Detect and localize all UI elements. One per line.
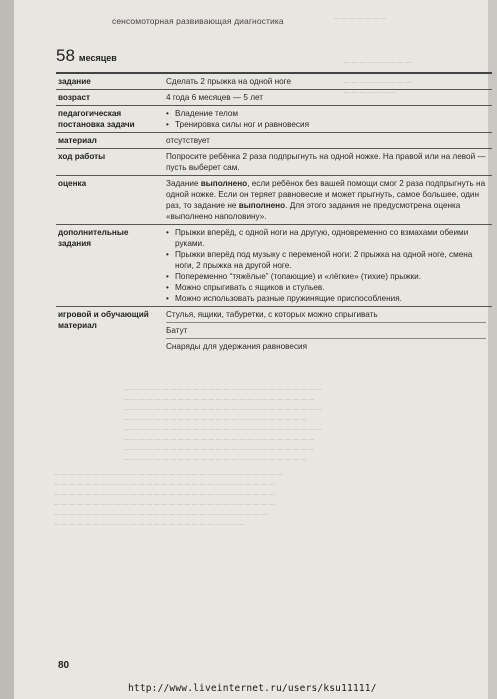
page-title: [56, 46, 117, 66]
row-value: Попросите ребёнка 2 раза подпрыгнуть на одной ножке. На правой или на левой — пусть выберет сам.: [166, 152, 486, 172]
running-header: сенсомоторная развивающая диагностика: [112, 16, 284, 26]
title-unit: месяцев: [78, 53, 117, 63]
row-task: [56, 72, 492, 89]
title-number: 58: [56, 46, 75, 65]
list-item: • Владение телом: [166, 109, 239, 118]
row-play-material: [56, 306, 492, 354]
row-label: игровой и обучающий материал: [58, 310, 149, 330]
row-assessment: [56, 175, 492, 224]
row-value: отсутствует: [166, 136, 210, 145]
page-gutter: [0, 0, 14, 699]
bold-term: выполнено: [200, 179, 248, 188]
row-value: Сделать 2 прыжка на одной ноге: [166, 77, 292, 86]
bullet-icon: •: [166, 228, 169, 237]
bold-term: выполнено: [238, 201, 286, 210]
bullet-icon: •: [166, 272, 169, 281]
list-item: • Прыжки вперёд под музыку с переменой ноги: 2 прыжка на одной ноге, смена ноги, 2 прыжка на другой ноге.: [166, 250, 473, 270]
list-item: • Можно спрыгивать с ящиков и стульев.: [166, 283, 325, 292]
bleed-through-text: — — — — — — —: [334, 16, 387, 22]
bullet-icon: •: [166, 120, 169, 129]
bleed-through-text: — — — — — — — — — — — — — — — — — — — — — — — — — — — — — — — — — — — — — — — — — — — — — — — — — — — — — — — — — — — — — — — — — — — — — — — — — — — — — — — — — — — — — — — — — — — — — — — — — — — — — — — — — — — — — — — — — — — — — — — — — — — — — — — — — — — — — — — — — — — — — — — — — — — — — — — — — — — — — — — — — — — — — — — — — — — — — — — — — — — — — — — — — — — — — — — — — — — — — — — — —: [124, 387, 322, 463]
row-value: [160, 225, 492, 306]
source-url: http://www.liveinternet.ru/users/ksu11111/: [128, 683, 377, 694]
bleed-through-text: — — — — — — — — — — — — — — — — — — — — — — — — — — — — — — — —: [344, 60, 412, 96]
page-number: 80: [58, 660, 70, 671]
row-value: [160, 106, 492, 132]
row-label: дополнительные задания: [58, 228, 129, 248]
row-label: педагогическая постановка задачи: [58, 109, 135, 129]
row-label: оценка: [58, 179, 87, 188]
row-label: задание: [58, 77, 91, 86]
row-goal: [56, 105, 492, 132]
row-value: 4 года 6 месяцев — 5 лет: [166, 93, 264, 102]
row-extra: [56, 224, 492, 306]
row-procedure: [56, 148, 492, 175]
row-label: ход работы: [58, 152, 106, 161]
list-item: Стулья, ящики, табуретки, с которых можно спрыгивать: [166, 310, 378, 319]
bullet-icon: •: [166, 109, 169, 118]
task-table: [56, 72, 492, 354]
list-item: Батут: [166, 322, 486, 338]
list-item: • Прыжки вперёд, с одной ноги на другую, одновременно со взмахами обеими руками.: [166, 228, 469, 248]
bullet-icon: •: [166, 294, 169, 303]
list-item: • Попеременно “тяжёлые” (топающие) и «лёгкие» (тихие) прыжки.: [166, 272, 421, 281]
row-age: [56, 89, 492, 105]
bullet-icon: •: [166, 283, 169, 292]
list-item: Снаряды для удержания равновесия: [166, 338, 486, 354]
row-label: материал: [58, 136, 97, 145]
row-value: Задание выполнено, если ребёнок без вашей помощи смог 2 раза подпрыгнуть на одной ножке. Если он теряет равновесие и может прыгнуть, самое большее, один раз, то задание не выполнено. Для этого задания не предусмотрена оценка «выполнено наполовину».: [166, 179, 486, 221]
list-item: • Тренировка силы ног и равновесия: [166, 120, 310, 129]
row-label: возраст: [58, 93, 91, 102]
row-material: [56, 132, 492, 148]
bleed-through-text: — — — — — — — — — — — — — — — — — — — — — — — — — — — — — — — — — — — — — — — — — — — — — — — — — — — — — — — — — — — — — — — — — — — — — — — — — — — — — — — — — — — — — — — — — — — — — — — — — — — — — — — — — — — — — — — — — — — — — — — — — — — — — — — — — — — — — — — — — — — — — — — — — — — — — — — — — — — — — — — — — — — — — — — — — —: [54, 472, 283, 528]
row-value: [160, 307, 492, 354]
list-item: • Можно использовать разные пружинящие приспособления.: [166, 294, 402, 303]
bullet-icon: •: [166, 250, 169, 259]
